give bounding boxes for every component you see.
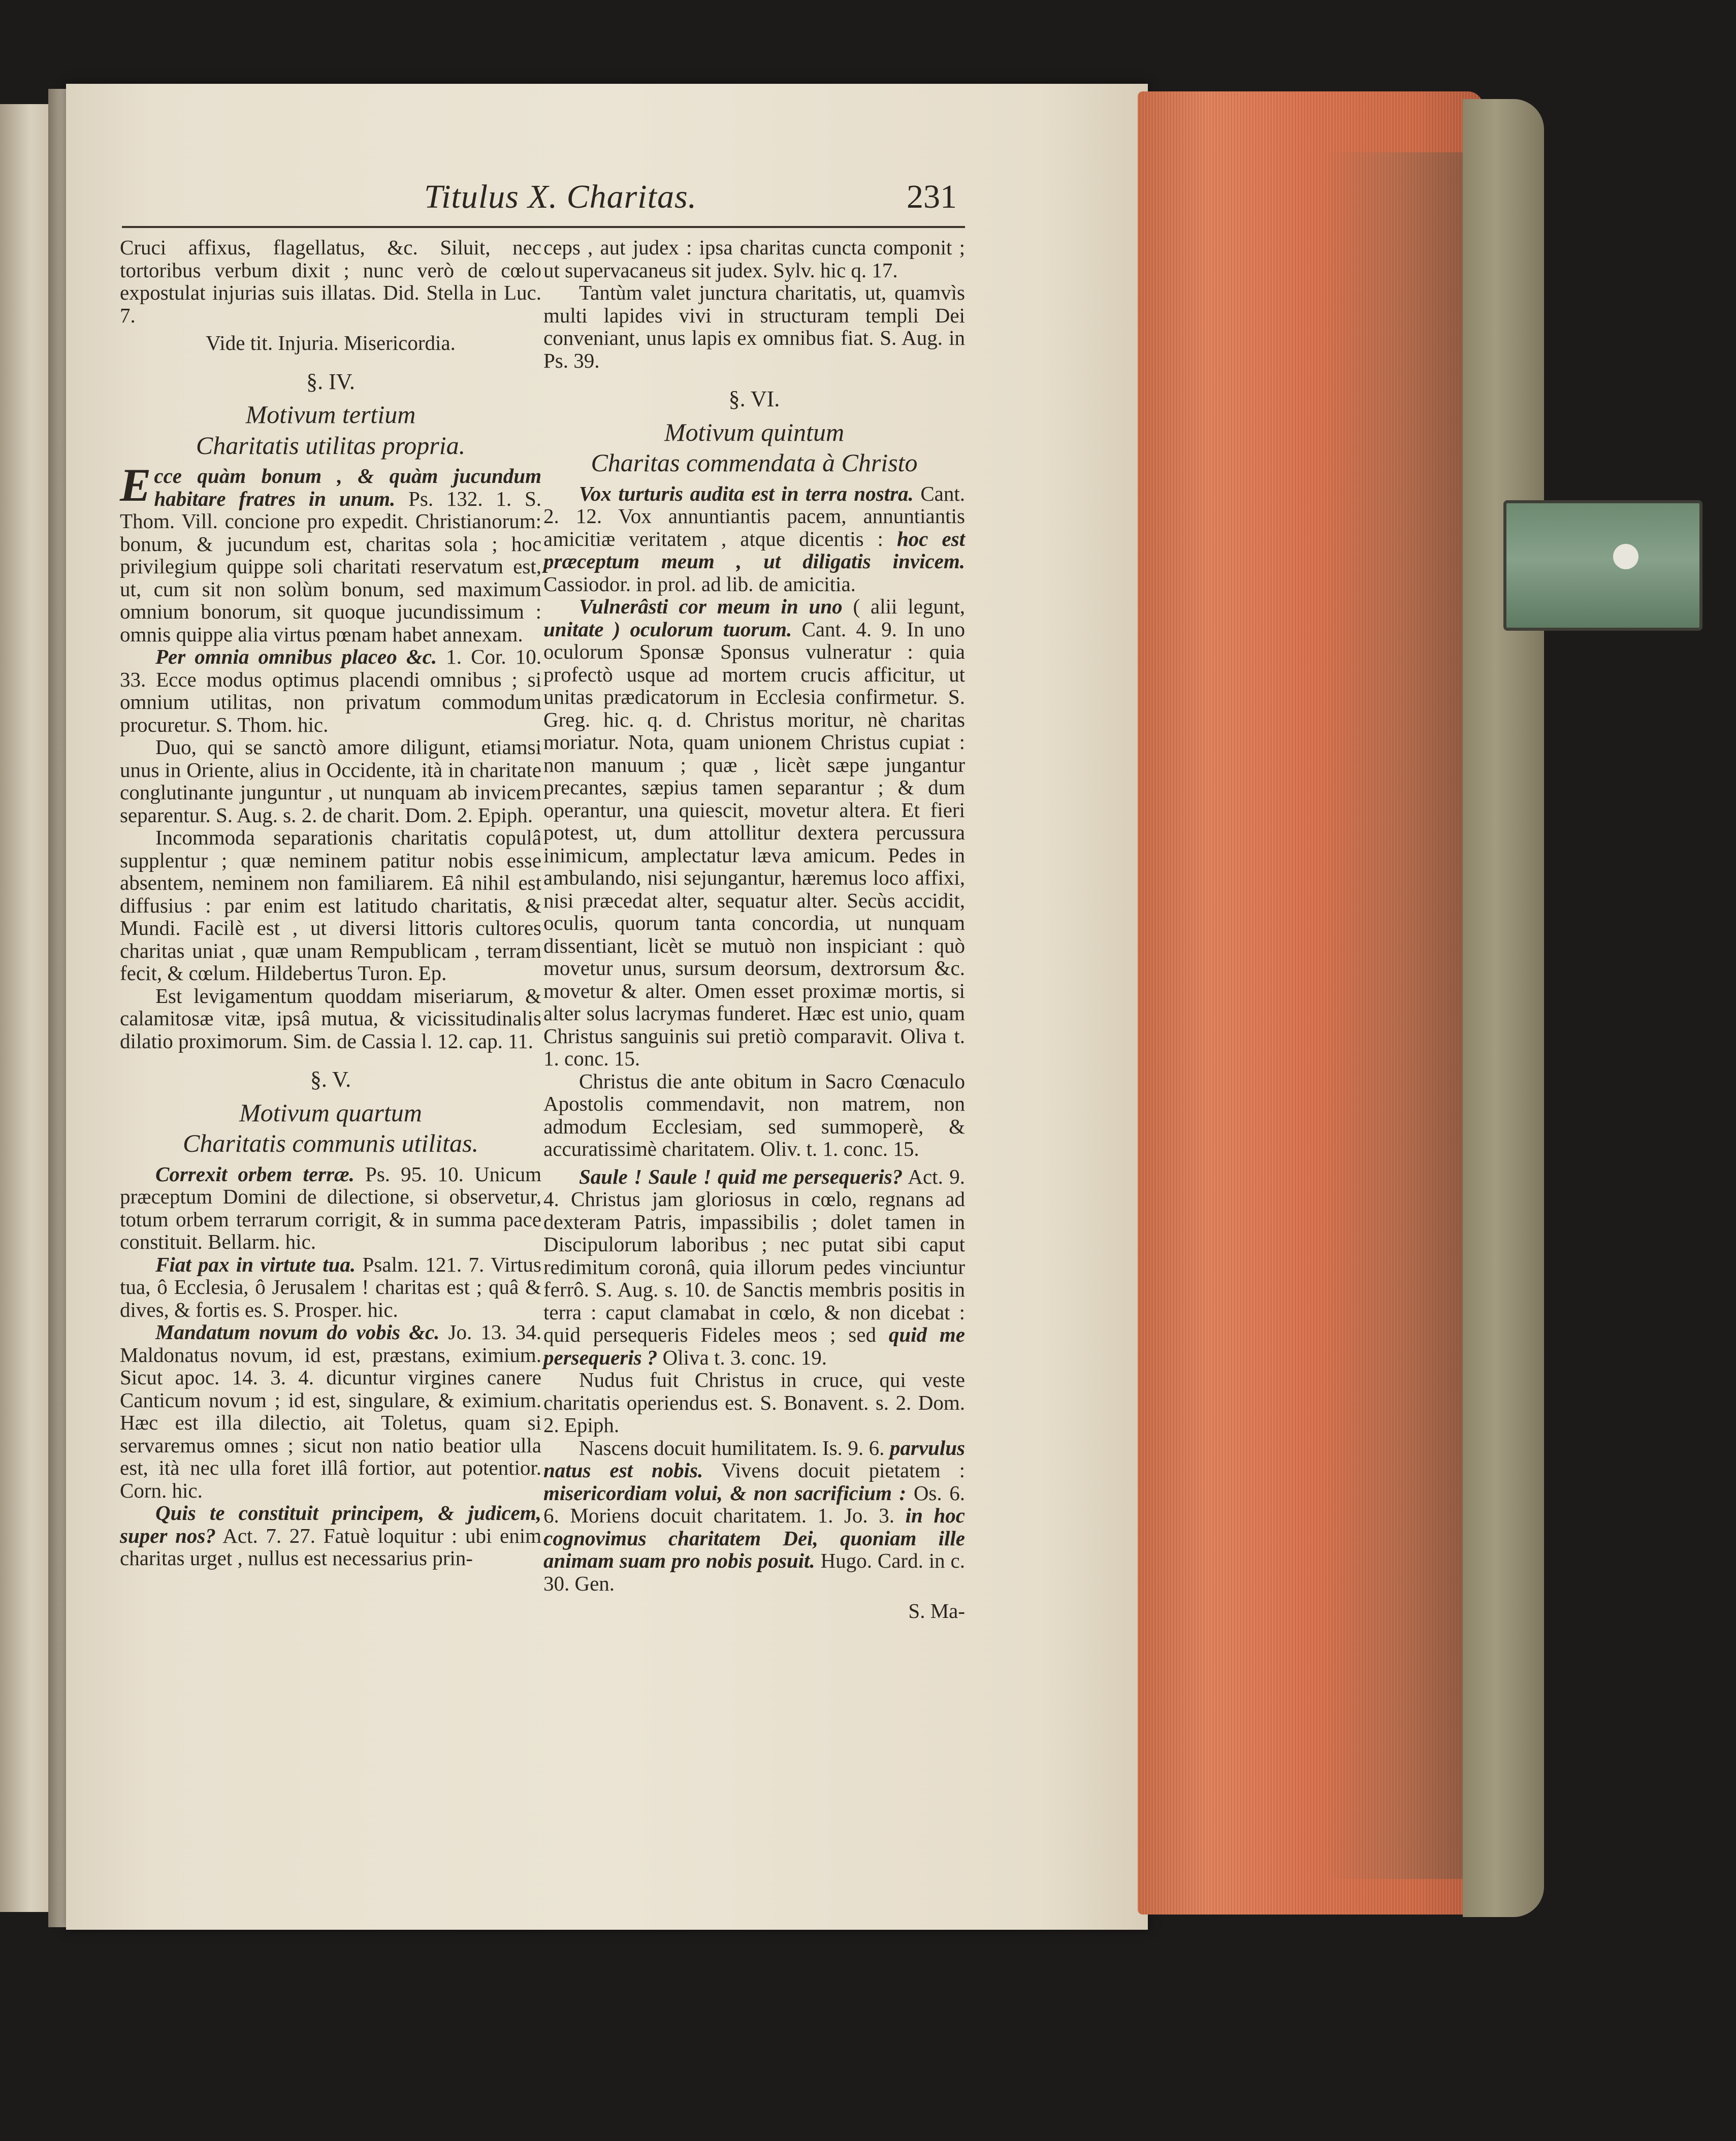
section-number: §. V. bbox=[310, 1067, 351, 1092]
paragraph-text: Nascens docuit humilitatem. Is. 9. 6. bbox=[579, 1436, 890, 1459]
paragraph-text: 1. Cor. 10. 33. Ecce modus optimus placendi omnibus ; si omnium utilitas, non privatum commodum procuretur. S. Thom. hic. bbox=[120, 645, 541, 736]
scripture-quote: in hoc cognovimus charitatem Dei, quoniam ille animam suam pro nobis posuit. bbox=[543, 1504, 965, 1572]
paragraph bbox=[120, 1253, 541, 1321]
paragraph-text: Cant. 2. 12. Vox annuntiantis pacem, annuntiantis amicitiæ veritatem , atque dicentis : bbox=[543, 481, 966, 550]
paragraph bbox=[543, 1165, 965, 1369]
page-header bbox=[114, 178, 978, 223]
section-title: Motivum quintum bbox=[664, 417, 845, 446]
scripture-quote: Vox turturis audita est in terra nostra. bbox=[579, 481, 914, 505]
paragraph: Est levigamentum quoddam miseriarum, & calamitosæ vitæ, ipsâ mutua, & vicissitudinalis dilatio proximorum. Sim. de Cassia l. 12. cap. 11. bbox=[120, 984, 541, 1053]
scripture-quote: quid me persequeris ? bbox=[543, 1323, 965, 1369]
scripture-quote: hoc est præceptum meum , ut diligatis invicem. bbox=[543, 527, 965, 573]
paragraph-text: Os. 6. 6. Moriens docuit charitatem. 1. Jo. 3. bbox=[543, 1481, 965, 1527]
section-subtitle: Charitatis communis utilitas. bbox=[182, 1129, 478, 1157]
paragraph bbox=[120, 1502, 541, 1570]
scripture-quote: Vulnerâsti cor meum in uno bbox=[579, 595, 843, 618]
paragraph bbox=[543, 595, 965, 1070]
paragraph bbox=[543, 1437, 965, 1595]
paragraph: ceps , aut judex : ipsa charitas cuncta componit ; ut supervacaneus sit judex. Sylv. hic q. 17. bbox=[543, 236, 965, 282]
paragraph: Duo, qui se sanctò amore diligunt, etiamsi unus in Oriente, alius in Occidente, ità in charitate conglutinante junguntur , ut nunquam ab invicem separentur. S. Aug. s. 2. de charit. Dom. 2. Epiph. bbox=[120, 735, 541, 827]
left-column bbox=[120, 236, 541, 1570]
section-subtitle: Charitatis utilitas propria. bbox=[196, 431, 466, 460]
paragraph bbox=[120, 1321, 541, 1502]
paragraph: Tantùm valet junctura charitatis, ut, quamvìs multi lapides vivi in structuram templi Dei conveniant, unus lapis ex omnibus fiat. S. Aug. in Ps. 39. bbox=[543, 281, 965, 372]
scripture-quote: Fiat pax in virtute tua. bbox=[155, 1252, 356, 1276]
paragraph: Christus die ante obitum in Sacro Cœnaculo Apostolis commendavit, non matrem, non admodum Ecclesiam, sed summoperè, & accuratissimè charitatem. Oliv. t. 1. conc. 15. bbox=[543, 1069, 965, 1160]
scripture-quote: Correxit orbem terræ. bbox=[155, 1162, 355, 1186]
section-number: §. VI. bbox=[728, 386, 780, 411]
scripture-quote: Per omnia omnibus placeo &c. bbox=[155, 645, 437, 668]
page-number: 231 bbox=[907, 178, 957, 215]
scripture-quote: Ecce quàm bonum , & quàm jucundum habitare fratres in unum. bbox=[120, 459, 541, 511]
cross-reference: Vide tit. Injuria. Misericordia. bbox=[206, 331, 456, 354]
header-rule bbox=[122, 226, 965, 228]
paragraph-text: Psalm. 121. 7. Virtus tua, ô Ecclesia, ô Jerusalem ! charitas est ; quâ & dives, & fortis es. S. Prosper. hic. bbox=[120, 1252, 541, 1321]
scripture-quote: unitate ) oculorum tuorum. bbox=[543, 617, 792, 641]
paragraph bbox=[120, 645, 541, 736]
paragraph-text: Jo. 13. 34. Maldonatus novum, id est, præstans, eximium. Sicut apoc. 14. 3. 4. dicuntur virgines canere Canticum novum ; id est, singulare, & eximium. Hæc est illa dilectio, ait Toletus, quam si servaremus omnes ; sicut non natio beatior ulla est, ità nec ulla foret illâ fortior, aut potentior. Corn. hic. bbox=[120, 1320, 541, 1502]
scripture-quote: Quis te constituit principem, & judicem, super nos? bbox=[120, 1501, 541, 1547]
paragraph bbox=[120, 1163, 541, 1253]
scripture-quote: misericordiam volui, & non sacrificium : bbox=[543, 1481, 907, 1505]
paragraph-text: Oliva t. 3. conc. 19. bbox=[657, 1345, 827, 1369]
catchword: S. Ma- bbox=[908, 1599, 965, 1623]
scripture-quote: parvulus natus est nobis. bbox=[543, 1436, 965, 1482]
paragraph bbox=[120, 459, 541, 646]
paragraph: Incommoda separationis charitatis copulâ supplentur ; quæ neminem patitur nobis esse absentem, neminem non familiarem. Eâ nihil est diffusius : par enim est latitudo charitatis, & Mundi. Facilè est , ut diversi littoris cultores charitas uniat , quæ unam Rempublicam , terram fecit, & cœlum. Hildebertus Turon. Ep. bbox=[120, 826, 541, 985]
running-head: Titulus X. Charitas. bbox=[424, 178, 697, 215]
paragraph-text: Ps. 132. 1. S. Thom. Vill. concione pro expedit. Christianorum: bonum, & jucundum est, charitas sola ; hoc privilegium quippe soli charitati reservatum est, ut, cum sit non solùm bonum, sed maximum omnium bonorum, sit quoque jucundissimum : omnis quippe alia virtus pœnam habet annexam. bbox=[120, 486, 541, 646]
section-subtitle: Charitas commendata à Christo bbox=[591, 448, 918, 477]
paragraph-text: Ps. 95. 10. Unicum præceptum Domini de dilectione, si observetur, totum orbem terrarum corrigit, & in summa pace constituit. Bellarm. hic. bbox=[120, 1162, 541, 1253]
paragraph-text: Cassiodor. in prol. ad lib. de amicitia. bbox=[543, 572, 856, 596]
paragraph-text: Act. 7. 27. Fatuè loquitur : ubi enim charitas urget , nullus est necessarius prin- bbox=[120, 1523, 541, 1570]
paragraph-text: Cant. 4. 9. In uno oculorum Sponsæ Sponsus vulneratur : quia profectò usque ad mortem crucis afficitur, ut unitas prædicatorum in Ecclesia confirmetur. S. Greg. hic. q. d. Christus moritur, nè charitas moriatur. Nota, quam unionem Christus cupiat : non manuum ; quæ , licèt sæpe jungantur precantes, sæpius tamen separantur ; & dum operantur, una quiescit, movetur altera. Et fieri potest, ut, dum attollitur dextera percussura inimicum, amplectatur læva amicum. Pedes in ambulando, nisi sejungantur, hæremus loco affixi, nisi præcedat alter, sequatur alter. Secùs accidit, oculis, quorum tanta concordia, ut nunquam dissentiant, licèt se mutuò non inspiciant : quò movetur unus, sursum deorsum, dextrorsum &c. movetur & alter. Omen esset proximæ mortis, si alter solus lacrymas funderet. Hæc est unio, quam Christus sanguinis sui pretiò comparavit. Oliva t. 1. conc. 15. bbox=[543, 617, 966, 1070]
paragraph bbox=[543, 482, 965, 596]
section-title: Motivum tertium bbox=[245, 400, 416, 429]
paragraph-text: Vivens docuit pietatem : bbox=[703, 1458, 965, 1482]
paragraph: Nudus fuit Christus in cruce, qui veste charitatis operiendus est. S. Bonavent. s. 2. Dom. 2. Epiph. bbox=[543, 1368, 965, 1437]
paragraph-text: Act. 9. 4. Christus jam gloriosus in cœlo, regnans ad dexteram Patris, impassibilis ; dolet tamen in Discipulorum laboribus ; nec putat sibi caput redimitum coronâ, quia illorum pedes vinciuntur ferrô. S. Aug. s. 10. de Sanctis membris positis in terra : caput clamabat in cœlo, & non dicebat : quid persequeris Fideles meos ; sed bbox=[543, 1164, 965, 1346]
right-column bbox=[543, 236, 965, 1623]
section-number: §. IV. bbox=[306, 369, 355, 394]
paragraph-text: ( alii legunt, bbox=[842, 595, 965, 618]
section-title: Motivum quartum bbox=[239, 1098, 422, 1127]
paragraph: Cruci affixus, flagellatus, &c. Siluit, nec tortoribus verbum dixit ; nunc verò de cœlo expostulat injurias suis illatas. Did. Stella in Luc. 7. bbox=[120, 236, 541, 327]
scripture-quote: Mandatum novum do vobis &c. bbox=[155, 1320, 440, 1344]
scripture-quote: Saule ! Saule ! quid me persequeris? bbox=[579, 1164, 903, 1188]
paragraph-text: Hugo. Card. in c. 30. Gen. bbox=[543, 1549, 965, 1595]
